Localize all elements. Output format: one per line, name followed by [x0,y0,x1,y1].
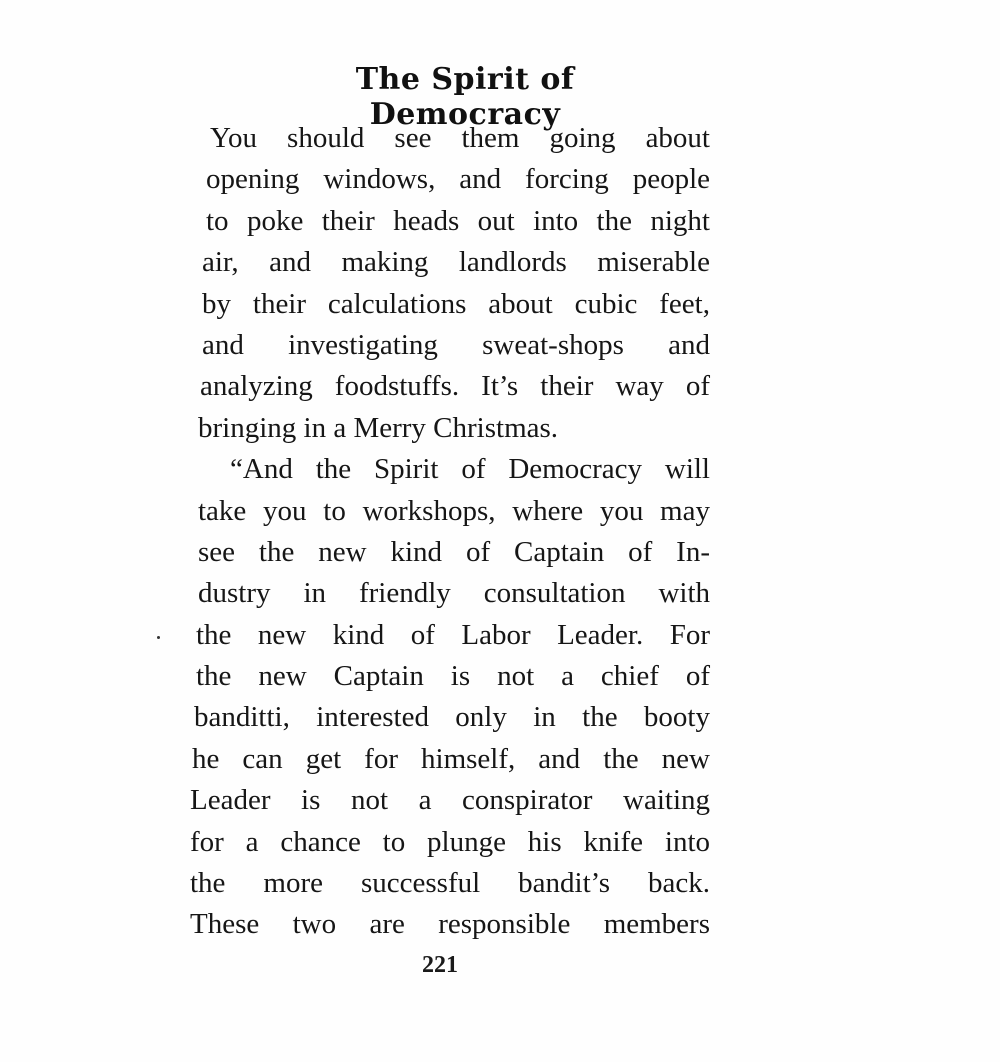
text-line: Leader is not a conspirator waiting [190,784,710,817]
text-line: for a chance to plunge his knife into [190,825,710,858]
text-line: analyzing foodstuffs. It’s their way of [200,370,710,403]
text-line: and investigating sweat-shops and [202,328,710,361]
text-line: “And the Spirit of Democracy will [230,453,710,486]
text-line: banditti, interested only in the booty [194,701,710,734]
margin-speck [157,636,160,639]
page-number: 221 [422,952,458,978]
text-line: he can get for himself, and the new [192,742,710,775]
running-head: The Spirit of Democracy [355,62,575,132]
text-line: You should see them going about [210,122,710,154]
text-line: bringing in a Merry Christmas. [198,411,559,444]
text-line: dustry in friendly consultation with [198,577,710,610]
text-line: take you to workshops, where you may [198,494,710,527]
text-line: the new kind of Labor Leader. For [196,618,710,651]
text-line: to poke their heads out into the night [206,204,710,237]
text-line: see the new kind of Captain of In- [198,535,710,568]
text-line: the new Captain is not a chief of [196,660,710,693]
text-line: These two are responsible members [190,908,710,941]
body-text [190,118,710,946]
text-line: by their calculations about cubic feet, [202,287,710,320]
text-line: opening windows, and forcing people [206,163,710,196]
text-line: air, and making landlords miserable [202,246,710,279]
text-line: the more successful bandit’s back. [190,867,710,900]
